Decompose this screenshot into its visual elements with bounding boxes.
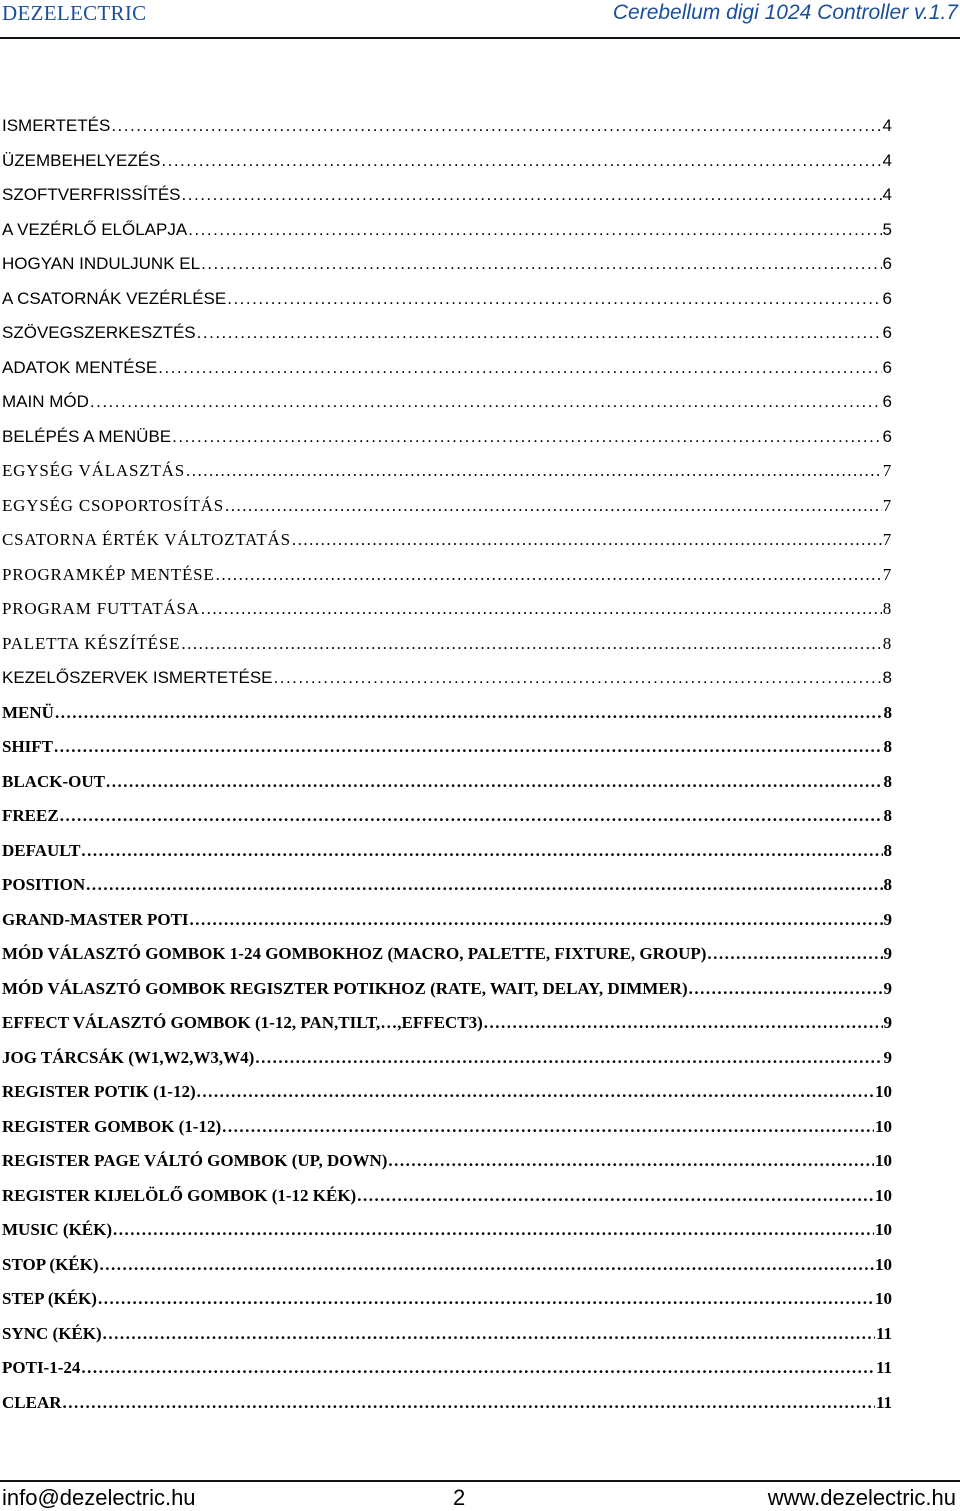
toc-dot-leader [54, 737, 882, 757]
toc-dot-leader [172, 427, 881, 447]
toc-entry[interactable] [2, 910, 892, 945]
toc-entry[interactable] [2, 254, 892, 289]
toc-entry[interactable] [2, 185, 892, 220]
toc-entry-title: A CSATORNÁK VEZÉRLÉSE [2, 288, 227, 308]
toc-entry-page: 6 [882, 254, 892, 273]
toc-entry-page: 8 [883, 771, 892, 791]
toc-entry-title: PROGRAM FUTTATÁSA [2, 599, 200, 618]
toc-dot-leader [100, 1255, 874, 1275]
toc-entry[interactable] [2, 599, 892, 634]
toc-dot-leader [161, 151, 881, 171]
toc-entry[interactable] [2, 323, 892, 358]
toc-dot-leader [106, 772, 883, 792]
footer-website: www.dezelectric.hu [767, 1485, 956, 1510]
toc-dot-leader [197, 1082, 874, 1102]
page-footer [0, 1485, 960, 1510]
toc-entry-page: 10 [875, 1116, 892, 1136]
toc-entry-title: MAIN MÓD [2, 392, 89, 411]
toc-entry[interactable] [2, 496, 892, 531]
toc-entry[interactable] [2, 427, 892, 462]
toc-entry-title: EFFECT VÁLASZTÓ GOMBOK (1-12, PAN,TILT,…,EFFECT3) [2, 1013, 483, 1032]
toc-entry-page: 7 [882, 461, 892, 480]
toc-entry-title: PROGRAMKÉP MENTÉSE [2, 564, 215, 584]
footer-page-number: 2 [453, 1485, 466, 1510]
toc-entry[interactable] [2, 461, 892, 496]
toc-entry[interactable] [2, 841, 892, 876]
toc-entry[interactable] [2, 1082, 892, 1117]
toc-entry[interactable] [2, 116, 892, 151]
toc-dot-leader [707, 944, 882, 964]
toc-entry-title: SHIFT [2, 737, 54, 756]
toc-entry-title: ISMERTETÉS [2, 116, 111, 135]
toc-entry-title: SZÖVEGSZERKESZTÉS [2, 323, 196, 342]
toc-entry[interactable] [2, 1048, 892, 1083]
toc-entry-page: 9 [883, 1047, 892, 1067]
toc-dot-leader [60, 806, 883, 826]
toc-entry-title: DEFAULT [2, 840, 81, 860]
toc-dot-leader [255, 1048, 882, 1068]
toc-dot-leader [182, 185, 882, 205]
toc-entry[interactable] [2, 806, 892, 841]
toc-entry-page: 8 [882, 668, 892, 687]
toc-entry[interactable] [2, 944, 892, 979]
toc-entry-title: REGISTER POTIK (1-12) [2, 1082, 196, 1101]
toc-entry-page: 11 [875, 1323, 892, 1343]
toc-entry-page: 10 [875, 1151, 892, 1170]
toc-entry-title: KEZELŐSZERVEK ISMERTETÉSE [2, 668, 273, 687]
toc-entry[interactable] [2, 289, 892, 324]
toc-entry[interactable] [2, 668, 892, 703]
toc-dot-leader [63, 1393, 875, 1413]
toc-entry-title: MÓD VÁLASZTÓ GOMBOK REGISZTER POTIKHOZ (RATE, WAIT, DELAY, DIMMER) [2, 978, 688, 998]
toc-entry[interactable] [2, 530, 892, 565]
toc-entry-page: 7 [882, 564, 892, 584]
toc-dot-leader [292, 530, 882, 550]
toc-entry-title: MÓD VÁLASZTÓ GOMBOK 1-24 GOMBOKHOZ (MACRO, PALETTE, FIXTURE, GROUP) [2, 944, 707, 963]
toc-entry-page: 8 [883, 702, 892, 722]
toc-entry-page: 10 [875, 1185, 892, 1205]
toc-entry[interactable] [2, 1220, 892, 1255]
toc-entry[interactable] [2, 1151, 892, 1186]
page-header [0, 0, 960, 34]
toc-dot-leader [388, 1151, 874, 1171]
toc-dot-leader [103, 1324, 875, 1344]
toc-entry-page: 4 [882, 150, 892, 170]
toc-entry[interactable] [2, 875, 892, 910]
toc-entry[interactable] [2, 1013, 892, 1048]
toc-entry-page: 6 [882, 323, 892, 342]
toc-entry-title: POTI-1-24 [2, 1358, 81, 1377]
toc-entry[interactable] [2, 392, 892, 427]
toc-dot-leader [227, 289, 881, 309]
toc-entry[interactable] [2, 565, 892, 600]
toc-entry-title: MUSIC (KÉK) [2, 1220, 113, 1239]
toc-entry-title: A VEZÉRLŐ ELŐLAPJA [2, 219, 188, 239]
toc-dot-leader [181, 634, 881, 654]
toc-dot-leader [197, 323, 882, 343]
toc-dot-leader [86, 875, 882, 895]
toc-entry-page: 8 [883, 875, 892, 894]
toc-entry-page: 9 [883, 978, 892, 998]
header-divider [0, 37, 960, 39]
toc-entry-page: 6 [882, 392, 892, 411]
toc-dot-leader [55, 703, 883, 723]
toc-dot-leader [216, 565, 882, 585]
toc-dot-leader [158, 358, 881, 378]
footer-divider [0, 1480, 960, 1482]
toc-dot-leader [81, 1358, 875, 1378]
toc-entry-page: 8 [882, 599, 892, 618]
toc-dot-leader [357, 1186, 874, 1206]
toc-entry[interactable] [2, 1186, 892, 1221]
toc-dot-leader [90, 392, 882, 412]
toc-entry-page: 9 [883, 944, 892, 963]
toc-entry-page: 8 [882, 633, 892, 653]
toc-entry-page: 6 [882, 288, 892, 308]
toc-entry[interactable] [2, 979, 892, 1014]
toc-entry-title: POSITION [2, 875, 86, 894]
toc-entry-title: JOG TÁRCSÁK (W1,W2,W3,W4) [2, 1047, 255, 1067]
toc-dot-leader [81, 841, 882, 861]
toc-entry-page: 9 [883, 1013, 892, 1032]
toc-entry-title: BELÉPÉS A MENÜBE [2, 426, 172, 446]
toc-entry-page: 10 [875, 1254, 892, 1274]
toc-dot-leader [186, 461, 882, 481]
toc-entry-title: STOP (KÉK) [2, 1254, 99, 1274]
toc-entry[interactable] [2, 1289, 892, 1324]
toc-entry-page: 11 [875, 1392, 892, 1412]
toc-entry-page: 4 [882, 116, 892, 135]
toc-dot-leader [98, 1289, 874, 1309]
toc-entry-page: 10 [875, 1289, 892, 1308]
toc-entry-title: SYNC (KÉK) [2, 1323, 102, 1343]
toc-entry-page: 7 [882, 530, 892, 549]
toc-entry[interactable] [2, 151, 892, 186]
header-brand: DEZELECTRIC [2, 1, 147, 25]
toc-entry-page: 10 [875, 1082, 892, 1101]
toc-entry-page: 9 [883, 909, 892, 929]
toc-dot-leader [689, 979, 883, 999]
toc-entry[interactable] [2, 1117, 892, 1152]
toc-entry[interactable] [2, 358, 892, 393]
toc-entry-page: 6 [882, 426, 892, 446]
toc-entry-title: BLACK-OUT [2, 771, 105, 791]
toc-entry-title: CLEAR [2, 1392, 62, 1412]
toc-entry-page: 8 [883, 737, 892, 756]
toc-entry-title: REGISTER PAGE VÁLTÓ GOMBOK (UP, DOWN) [2, 1151, 388, 1170]
toc-entry[interactable] [2, 772, 892, 807]
toc-entry[interactable] [2, 1324, 892, 1359]
toc-entry[interactable] [2, 634, 892, 669]
toc-entry-page: 6 [882, 357, 892, 377]
header-product-title: Cerebellum digi 1024 Controller v.1.7 [612, 1, 958, 24]
toc-entry[interactable] [2, 703, 892, 738]
toc-entry-page: 5 [882, 219, 892, 239]
toc-dot-leader [201, 254, 881, 274]
toc-entry-title: REGISTER KIJELÖLŐ GOMBOK (1-12 KÉK) [2, 1185, 357, 1205]
table-of-contents [2, 116, 892, 1427]
toc-entry[interactable] [2, 1358, 892, 1393]
toc-entry-title: CSATORNA ÉRTÉK VÁLTOZTATÁS [2, 530, 291, 549]
toc-dot-leader [111, 116, 881, 136]
toc-entry-page: 8 [883, 840, 892, 860]
toc-entry-title: SZOFTVERFRISSÍTÉS [2, 185, 181, 204]
footer-email: info@dezelectric.hu [2, 1485, 196, 1510]
toc-dot-leader [201, 599, 882, 619]
toc-entry-title: HOGYAN INDULJUNK EL [2, 254, 201, 273]
toc-dot-leader [113, 1220, 874, 1240]
toc-dot-leader [274, 668, 882, 688]
toc-entry-title: FREEZ [2, 806, 59, 825]
toc-entry-page: 10 [875, 1220, 892, 1239]
toc-entry-title: EGYSÉG CSOPORTOSÍTÁS [2, 495, 225, 515]
toc-entry-page: 4 [882, 185, 892, 204]
toc-entry-title: REGISTER GOMBOK (1-12) [2, 1116, 222, 1136]
toc-entry-title: GRAND-MASTER POTI [2, 909, 189, 929]
toc-dot-leader [190, 910, 883, 930]
toc-dot-leader [222, 1117, 874, 1137]
toc-entry-title: EGYSÉG VÁLASZTÁS [2, 461, 185, 480]
toc-entry-page: 7 [882, 495, 892, 515]
toc-entry-title: MENÜ [2, 702, 54, 722]
toc-dot-leader [484, 1013, 883, 1033]
toc-entry-title: STEP (KÉK) [2, 1289, 97, 1308]
toc-entry-page: 8 [883, 806, 892, 825]
toc-entry-title: ADATOK MENTÉSE [2, 357, 158, 377]
toc-entry[interactable] [2, 1255, 892, 1290]
toc-dot-leader [188, 220, 881, 240]
toc-dot-leader [225, 496, 882, 516]
toc-entry[interactable] [2, 737, 892, 772]
toc-entry-page: 11 [875, 1358, 892, 1377]
toc-entry-title: ÜZEMBEHELYEZÉS [2, 150, 161, 170]
toc-entry[interactable] [2, 220, 892, 255]
toc-entry[interactable] [2, 1393, 892, 1428]
toc-entry-title: PALETTA KÉSZÍTÉSE [2, 633, 181, 653]
